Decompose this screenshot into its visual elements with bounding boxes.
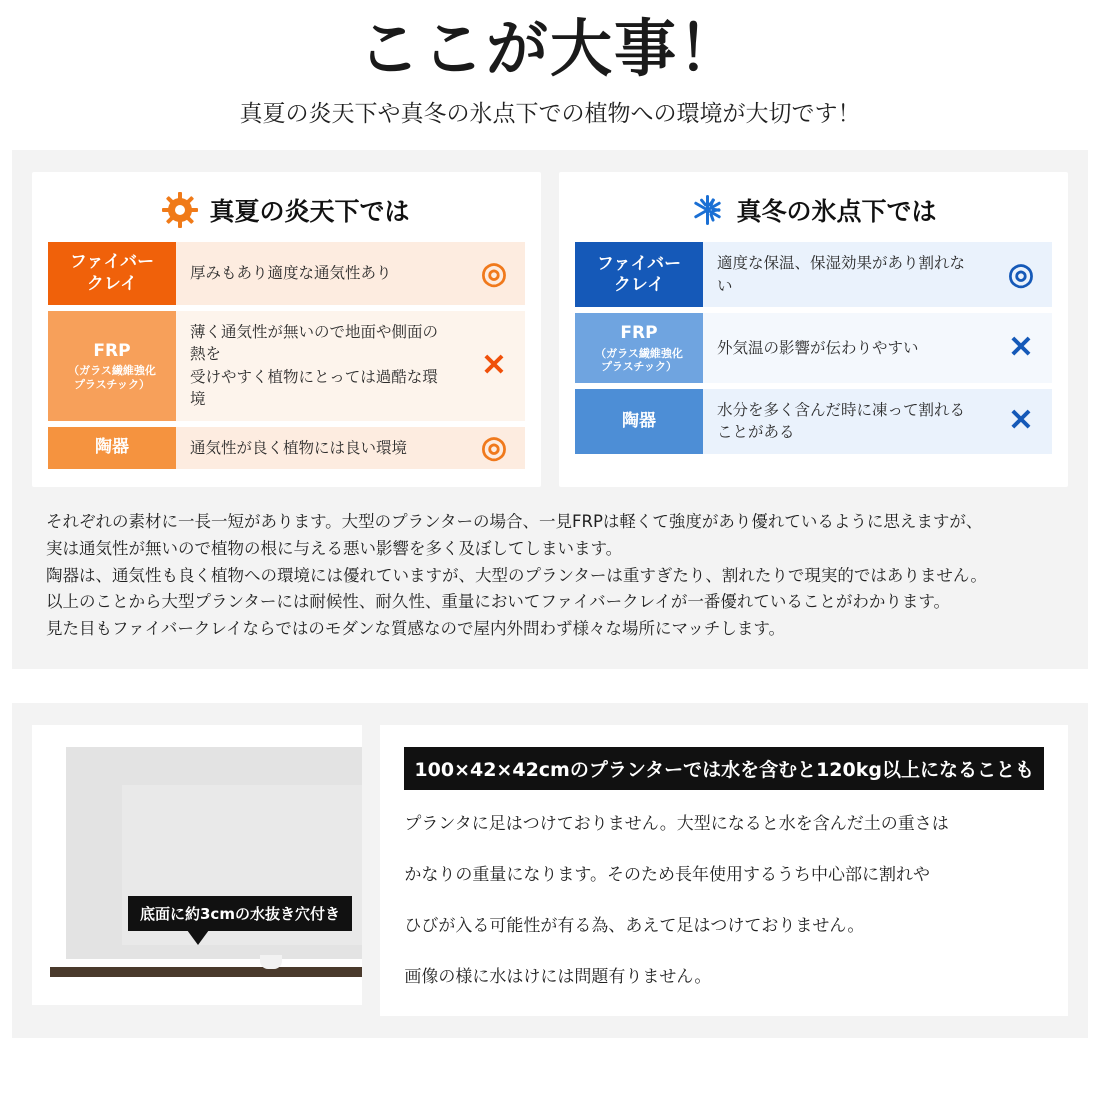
- note-line: 実は通気性が無いので植物の根に与える悪い影響を多く及ぼしてしまいます。: [46, 539, 623, 558]
- material-description: 水分を多く含んだ時に凍って割れることがある: [703, 389, 990, 454]
- sun-icon: [163, 193, 197, 227]
- summer-comparison-card: [32, 172, 541, 487]
- material-label: FRP （ガラス繊維強化 プラスチック）: [575, 313, 703, 383]
- drainage-body-line: ひびが入る可能性が有る為、あえて足はつけておりません。: [404, 916, 865, 937]
- material-description: 適度な保温、保湿効果があり割れない: [703, 242, 990, 307]
- material-description: 外気温の影響が伝わりやすい: [703, 313, 990, 383]
- rating-mark: ✕: [990, 313, 1052, 383]
- table-row: [575, 389, 1052, 454]
- material-label: 陶器: [575, 389, 703, 454]
- material-label: ファイバー クレイ: [575, 242, 703, 307]
- water-drip: [260, 955, 282, 969]
- winter-card-title: 真冬の氷点下では: [736, 197, 937, 227]
- comparison-panel: [12, 150, 1088, 668]
- material-description: 薄く通気性が無いので地面や側面の熱を 受けやすく植物にとっては過酷な環境: [176, 311, 463, 421]
- photo-caption: 底面に約3cmの水抜き穴付き: [128, 896, 352, 931]
- comparison-note: [32, 509, 1068, 643]
- winter-card-header: [575, 186, 1052, 242]
- rating-mark: ◎: [990, 242, 1052, 307]
- rating-mark: ◎: [463, 242, 525, 305]
- table-row: [48, 427, 525, 469]
- comparison-cards: [32, 172, 1068, 487]
- drainage-body-line: 画像の様に水はけには問題有りません。: [404, 967, 712, 988]
- winter-comparison-table: [575, 242, 1052, 454]
- note-line: それぞれの素材に一長一短があります。大型のプランターの場合、一見FRPは軽くて強度があり優れているように思えますが、: [46, 512, 983, 532]
- rating-mark: ✕: [463, 311, 525, 421]
- floor-edge: [50, 967, 362, 977]
- drainage-text-card: [380, 725, 1068, 1017]
- page-header: [0, 0, 1100, 138]
- summer-card-title: 真夏の炎天下では: [209, 197, 410, 227]
- rating-mark: ◎: [463, 427, 525, 469]
- material-description: 通気性が良く植物には良い環境: [176, 427, 463, 469]
- material-sublabel: （ガラス繊維強化 プラスチック）: [595, 346, 683, 373]
- table-row: [48, 242, 525, 305]
- table-row: [575, 313, 1052, 383]
- table-row: [48, 311, 525, 421]
- material-description: 厚みもあり適度な通気性あり: [176, 242, 463, 305]
- snowflake-icon: [690, 193, 724, 227]
- drainage-section: [12, 703, 1088, 1039]
- page-title: ここが大事！: [357, 12, 742, 85]
- note-line: 見た目もファイバークレイならではのモダンな質感なので屋内外問わず様々な場所にマッチします。: [46, 619, 786, 639]
- planter-photo: [32, 725, 362, 1005]
- material-label: 陶器: [48, 427, 176, 469]
- material-sublabel: （ガラス繊維強化 プラスチック）: [68, 364, 156, 391]
- note-line: 以上のことから大型プランターには耐候性、耐久性、重量においてファイバークレイが一番優れていることがわかります。: [46, 592, 951, 612]
- table-row: [575, 242, 1052, 307]
- summer-comparison-table: [48, 242, 525, 469]
- winter-comparison-card: [559, 172, 1068, 487]
- summer-card-header: [48, 186, 525, 242]
- caption-arrow-icon: [187, 930, 209, 945]
- drainage-headline: 100×42×42cmのプランターでは水を含むと120kg以上になることも: [404, 747, 1044, 790]
- material-label: ファイバー クレイ: [48, 242, 176, 305]
- note-line: 陶器は、通気性も良く植物への環境には優れていますが、大型のプランターは重すぎたり、割れたりで現実的ではありません。: [46, 565, 987, 585]
- rating-mark: ✕: [990, 389, 1052, 454]
- drainage-body-line: プランタに足はつけておりません。大型になると水を含んだ土の重さは: [404, 813, 949, 834]
- page-subtitle: 真夏の炎天下や真冬の氷点下での植物への環境が大切です！: [239, 101, 861, 128]
- material-label: FRP （ガラス繊維強化 プラスチック）: [48, 311, 176, 421]
- drainage-body-line: かなりの重量になります。そのため長年使用するうち中心部に割れや: [404, 865, 931, 886]
